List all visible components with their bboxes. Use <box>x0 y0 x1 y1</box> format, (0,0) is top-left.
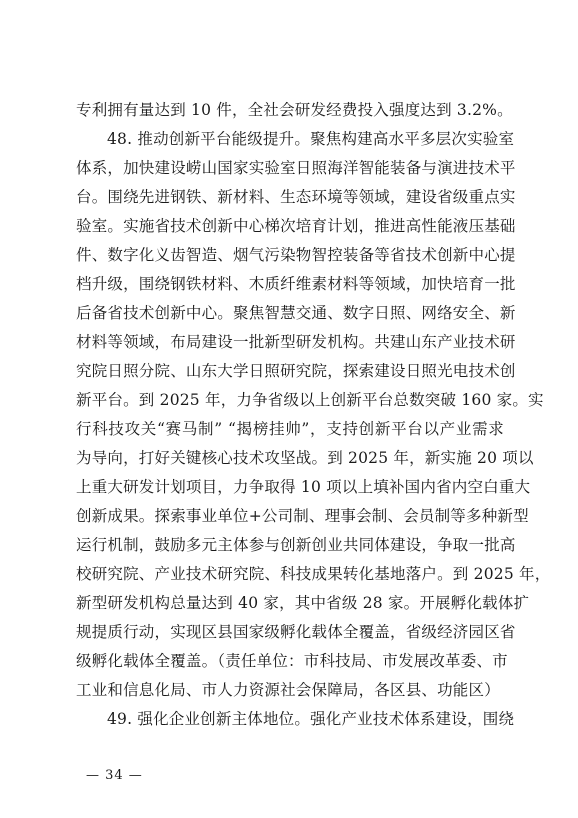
text-line: 档升级，围绕钢铁材料、木质纤维素材料等领域，加快培育一批 <box>76 275 516 293</box>
text-line: 运行机制，鼓励多元主体参与创新创业共同体建设，争取一批高 <box>76 536 516 554</box>
text-line: 为导向，打好关键核心技术攻坚战。到 2025 年，新实施 20 项以 <box>76 449 534 467</box>
text-line: 件、数字化义齿智造、烟气污染物智控装备等省技术创新中心提 <box>76 246 516 264</box>
text-line: 级孵化载体全覆盖。（责任单位：市科技局、市发展改革委、市 <box>76 652 508 670</box>
document-body <box>76 96 551 734</box>
section-48-heading-line: 48. 推动创新平台能级提升。聚焦构建高水平多层次实验室 <box>107 130 515 148</box>
text-line: 创新成果。探索事业单位+公司制、理事会制、会员制等多种新型 <box>76 507 529 525</box>
text-line: 专利拥有量达到 10 件，全社会研发经费投入强度达到 3.2%。 <box>76 101 513 119</box>
text-line: 材料等领域，布局建设一批新型研发机构。共建山东产业技术研 <box>76 333 516 351</box>
text-line: 体系，加快建设崂山国家实验室日照海洋智能装备与演进技术平 <box>76 159 516 177</box>
text-line: 上重大研发计划项目，力争取得 10 项以上填补国内省内空白重大 <box>76 478 531 496</box>
text-line: 台。围绕先进钢铁、新材料、生态环境等领域，建设省级重点实 <box>76 188 516 206</box>
text-line: 规提质行动，实现区县国家级孵化载体全覆盖，省级经济园区省 <box>76 623 516 641</box>
text-line: 新平台。到 2025 年，力争省级以上创新平台总数突破 160 家。实 <box>76 391 544 409</box>
text-line: 新型研发机构总量达到 40 家，其中省级 28 家。开展孵化载体扩 <box>76 594 530 612</box>
section-49-heading-line: 49. 强化企业创新主体地位。强化产业技术体系建设，围绕 <box>107 710 515 728</box>
text-line: 行科技攻关“赛马制” “揭榜挂帅”，支持创新平台以产业需求 <box>76 420 504 438</box>
text-line: 究院日照分院、山东大学日照研究院，探索建设日照光电技术创 <box>76 362 516 380</box>
text-line: 工业和信息化局、市人力资源社会保障局，各区县、功能区） <box>76 681 500 699</box>
text-line: 验室。实施省技术创新中心梯次培育计划，推进高性能液压基础 <box>76 217 516 235</box>
text-line: 校研究院、产业技术研究院、科技成果转化基地落户。到 2025 年， <box>76 565 551 583</box>
text-line: 后备省技术创新中心。聚焦智慧交通、数字日照、网络安全、新 <box>76 304 516 322</box>
page-number: — 34 — <box>86 768 143 783</box>
